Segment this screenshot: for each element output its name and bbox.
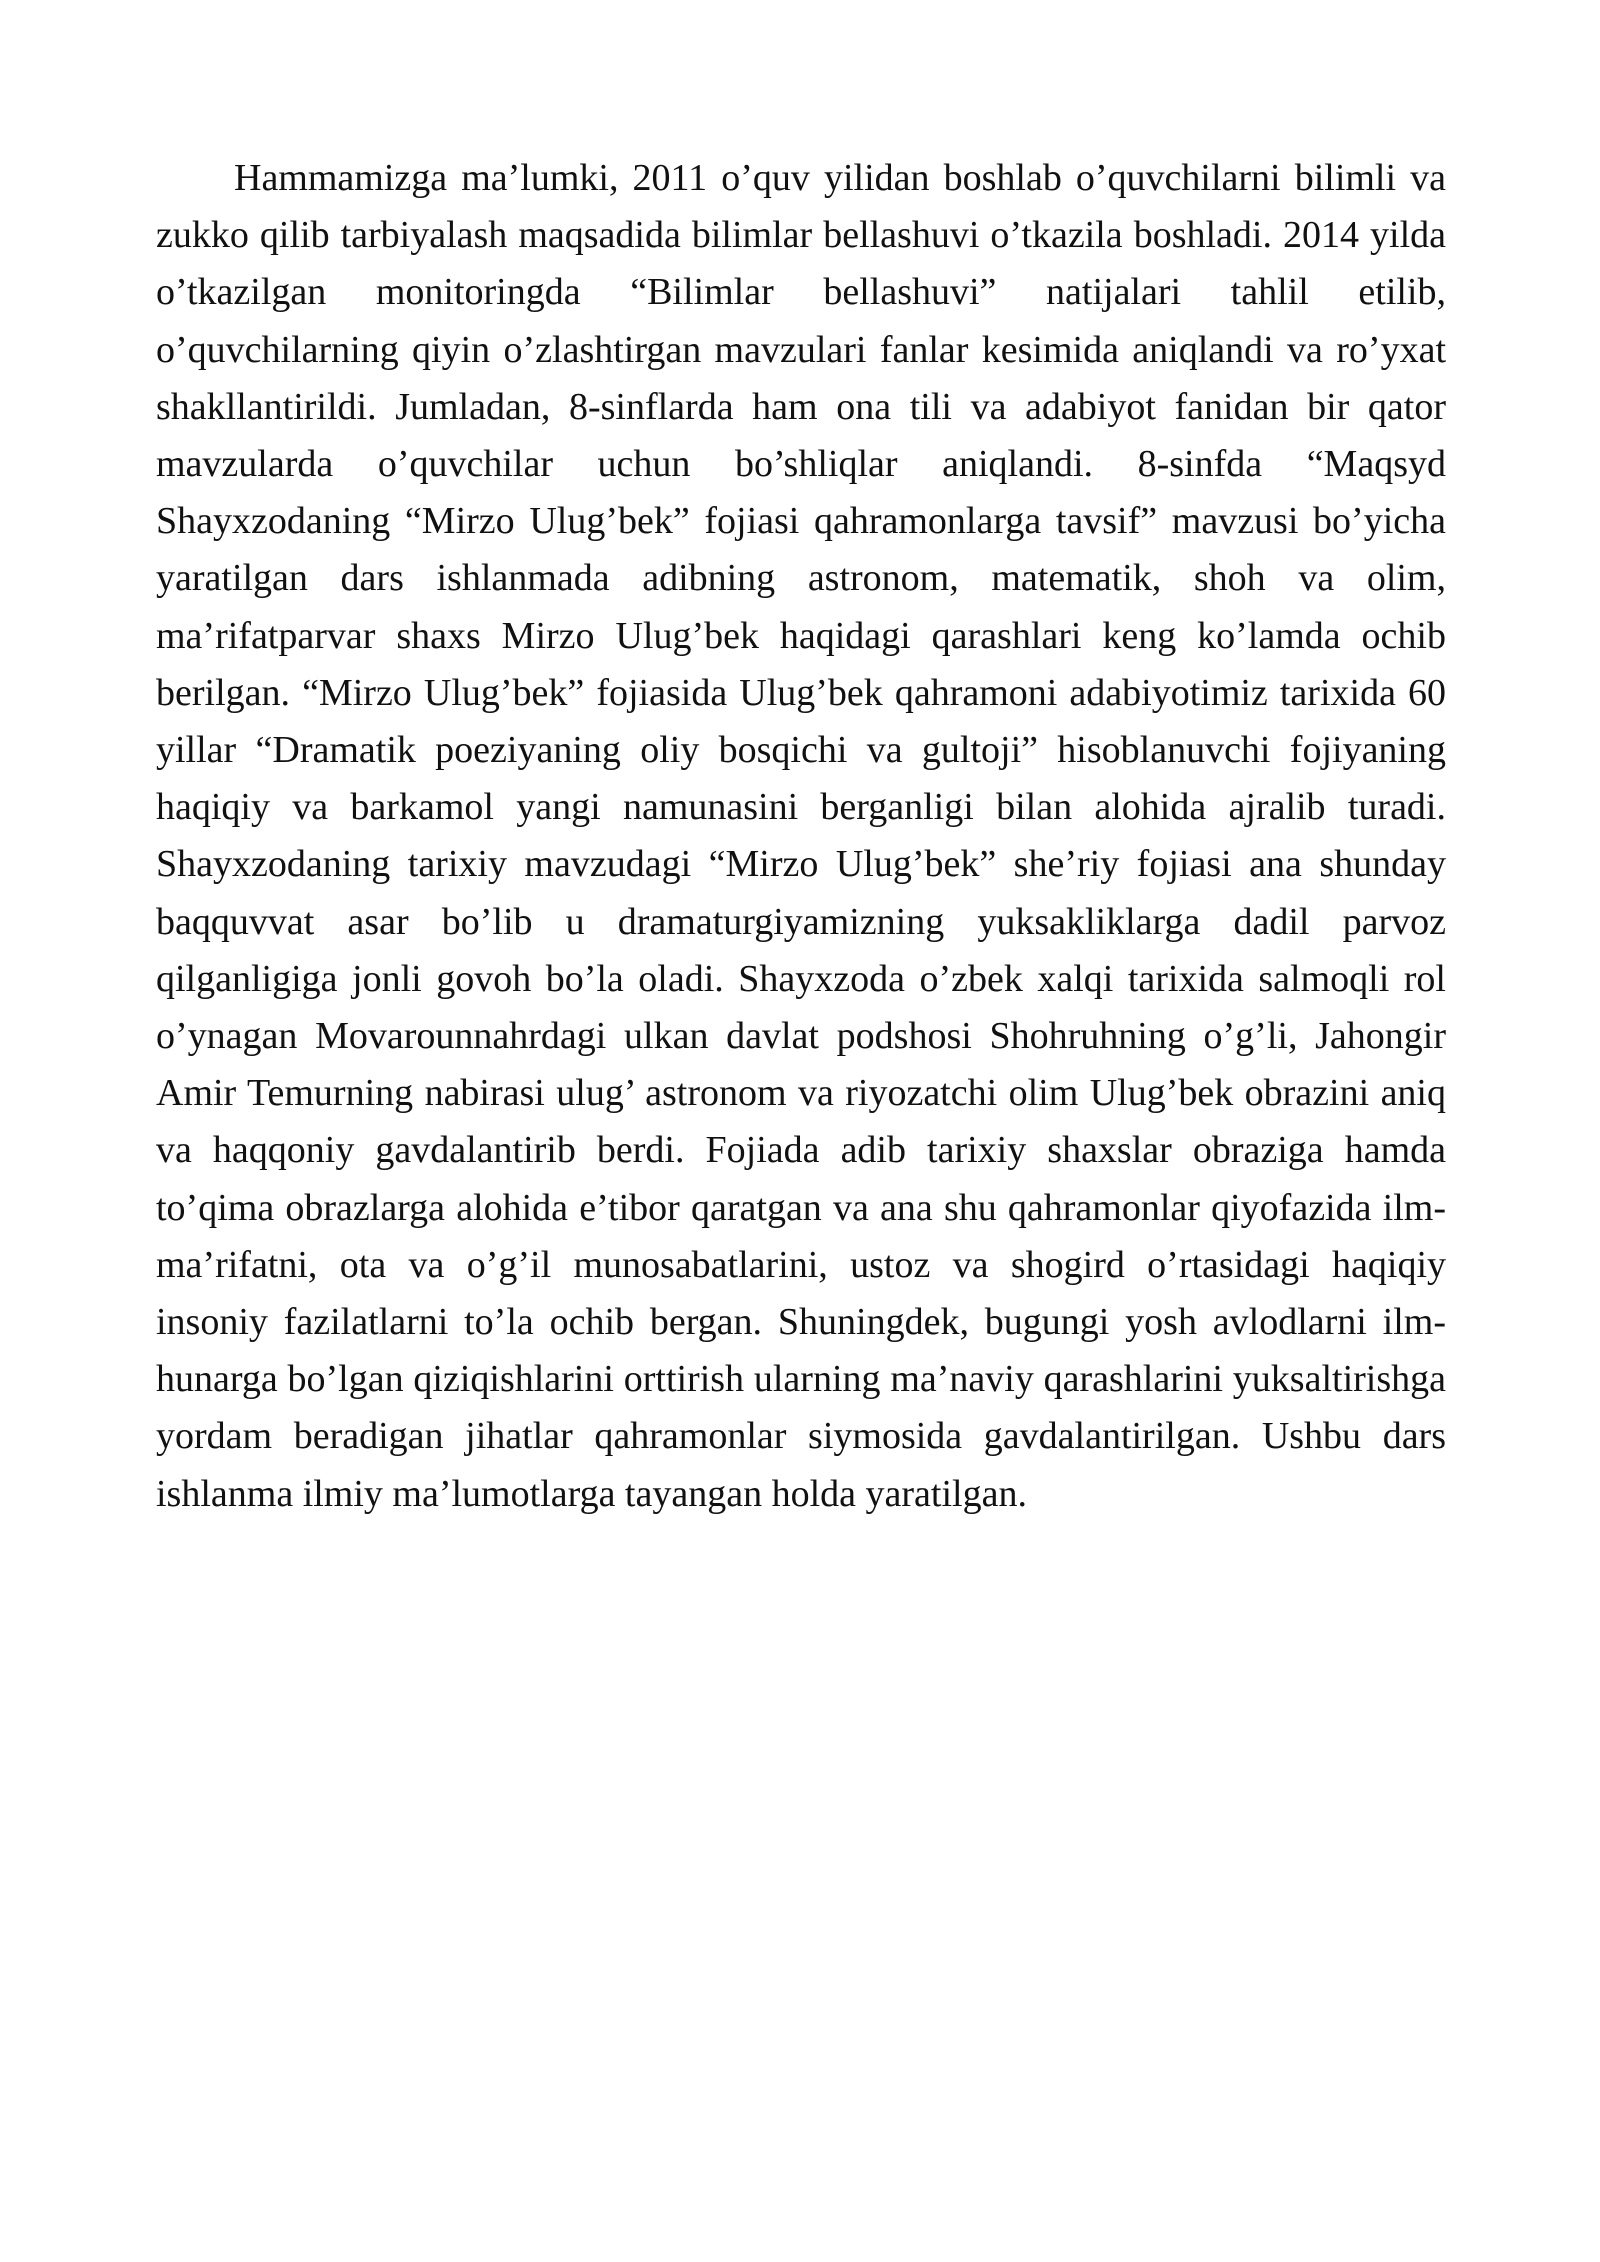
body-paragraph: Hammamizga ma’lumki, 2011 o’quv yilidan boshlab o’quvchilarni bilimli va zukko qilib tarbiyalash maqsadida bilimlar bellashuvi o’tkazila boshladi. 2014 yilda o’tkazilgan monitoringda “Bilimlar bellashuvi” natijalari tahlil etilib, o’quvchilarning qiyin o’zlashtirgan mavzulari fanlar kesimida aniqlandi va ro’yxat shakllantirildi. Jumladan, 8-sinflarda ham ona tili va adabiyot fanidan bir qator mavzularda o’quvchilar uchun bo’shliqlar aniqlandi. 8-sinfda “Maqsyd Shayxzodaning “Mirzo Ulug’bek” fojiasi qahramonlarga tavsif” mavzusi bo’yicha yaratilgan dars ishlanmada adibning astronom, matematik, shoh va olim, ma’rifatparvar shaxs Mirzo Ulug’bek haqidagi qarashlari keng ko’lamda ochib berilgan. “Mirzo Ulug’bek” fojiasida Ulug’bek qahramoni adabiyotimiz tarixida 60 yillar “Dramatik poeziyaning oliy bosqichi va gultoji” hisoblanuvchi fojiyaning haqiqiy va barkamol yangi namunasini berganligi bilan alohida ajralib turadi. Shayxzodaning tarixiy mavzudagi “Mirzo Ulug’bek” she’riy fojiasi ana shunday baqquvvat asar bo’lib u dramaturgiyamizning yuksakliklarga dadil parvoz qilganligiga jonli govoh bo’la oladi. Shayxzoda o’zbek xalqi tarixida salmoqli rol o’ynagan Movarounnahrdagi ulkan davlat podshosi Shohruhning o’g’li, Jahongir Amir Temurning nabirasi ulug’ astronom va riyozatchi olim Ulug’bek obrazini aniq va haqqoniy gavdalantirib berdi. Fojiada adib tarixiy shaxslar obraziga hamda to’qima obrazlarga alohida e’tibor qaratgan va ana shu qahramonlar qiyofazida ilm-ma’rifatni, ota va o’g’il munosabatlarini, ustoz va shogird o’rtasidagi haqiqiy insoniy fazilatlarni to’la ochib bergan. Shuningdek, bugungi yosh avlodlarni ilm-hunarga bo’lgan qiziqishlarini orttirish ularning ma’naviy qarashlarini yuksaltirishga yordam beradigan jihatlar qahramonlar siymosida gavdalantirilgan. Ushbu dars ishlanma ilmiy ma’lumotlarga tayangan holda yaratilgan. xyxy=(156,157,1446,1515)
